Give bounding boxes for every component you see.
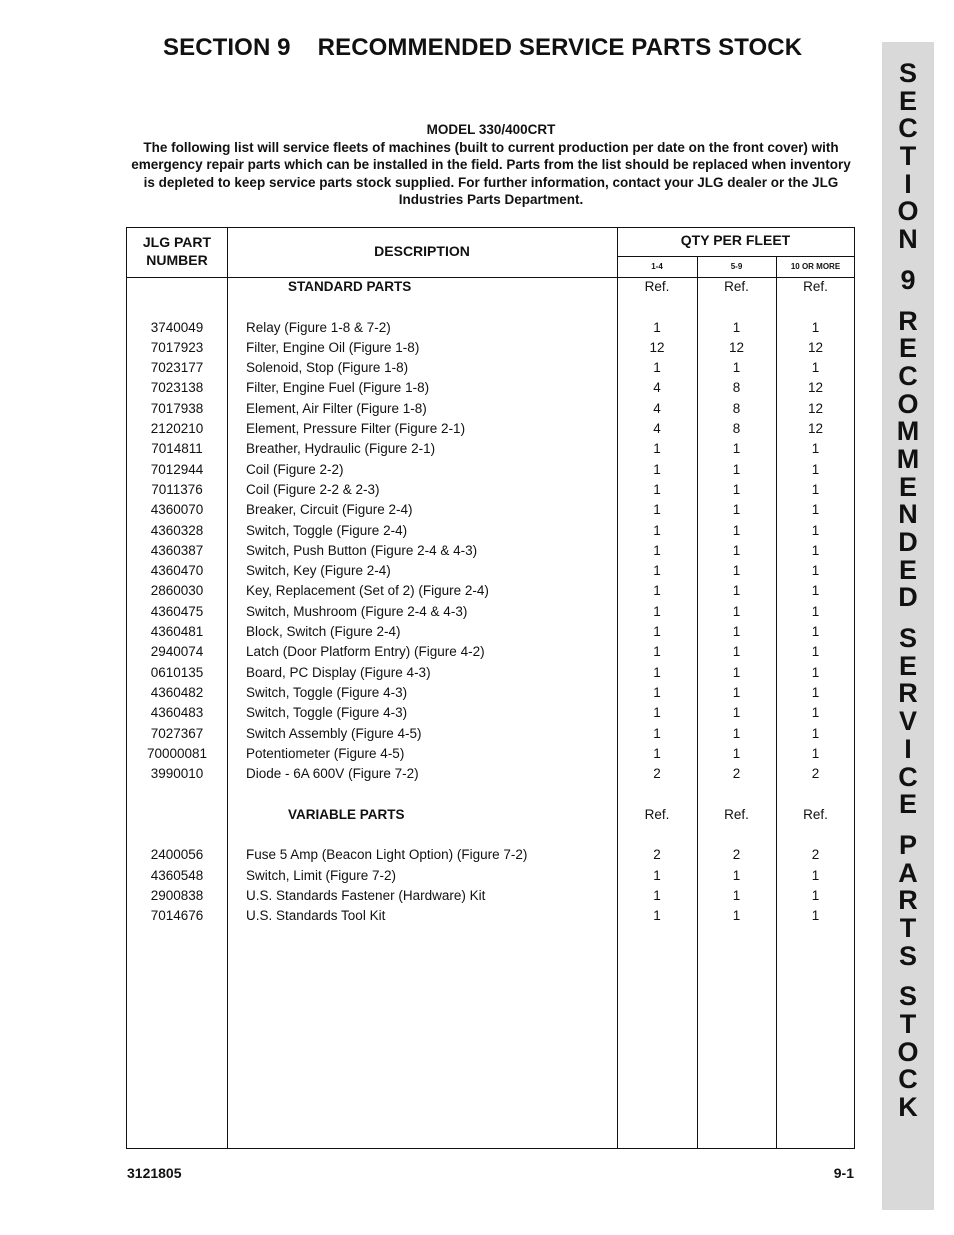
part-number-cell: 7027367	[150, 725, 204, 741]
description-cell: Coil (Figure 2-2)	[246, 461, 344, 477]
qty-1-4-cell: 4	[653, 380, 661, 396]
description-cell: Switch, Push Button (Figure 2-4 & 4-3)	[246, 542, 478, 558]
table-row	[127, 846, 854, 866]
section-side-tab	[882, 42, 934, 1210]
description-cell: U.S. Standards Fastener (Hardware) Kit	[246, 887, 486, 903]
qty-1-4-cell: 2	[653, 847, 661, 863]
part-number-cell: 4360475	[150, 603, 204, 619]
side-tab-letter: C	[898, 360, 918, 391]
qty-10-plus-cell: 12	[807, 421, 824, 437]
table-section-row	[127, 278, 854, 298]
qty-1-4-cell: 1	[653, 644, 661, 660]
table-row	[127, 643, 854, 663]
side-tab-letter: E	[898, 650, 917, 681]
qty-1-4-cell: 2	[653, 766, 661, 782]
side-tab-letter: M	[896, 416, 920, 447]
table-row	[127, 562, 854, 582]
qty-1-4-cell: Ref.	[644, 806, 670, 822]
description-cell: Switch Assembly (Figure 4-5)	[246, 725, 422, 741]
side-tab-letter: S	[898, 58, 917, 88]
qty-1-4-cell: 1	[653, 908, 661, 924]
qty-1-4-cell: 1	[653, 684, 661, 700]
table-row	[127, 379, 854, 399]
part-number-cell: 2940074	[150, 644, 204, 660]
qty-10-plus-cell: 12	[807, 339, 824, 355]
qty-10-plus-cell: 1	[811, 664, 820, 680]
part-number-cell: 7017923	[150, 339, 204, 355]
description-cell: Element, Air Filter (Figure 1-8)	[246, 400, 427, 416]
description-cell: Switch, Mushroom (Figure 2-4 & 4-3)	[246, 603, 468, 619]
table-row	[127, 826, 854, 846]
qty-10-plus-cell: 1	[811, 603, 820, 619]
qty-5-9-cell: 8	[732, 400, 741, 416]
qty-10-plus-cell: 1	[811, 522, 820, 538]
qty-5-9-cell: 8	[732, 380, 741, 396]
table-row	[127, 298, 854, 318]
qty-1-4-cell: Ref.	[644, 279, 670, 294]
side-tab-letter: R	[898, 678, 918, 709]
table-row	[127, 501, 854, 521]
part-number-cell: 3740049	[150, 319, 204, 335]
qty-5-9-cell: 1	[732, 745, 741, 761]
description-cell: Latch (Door Platform Entry) (Figure 4-2)	[246, 644, 485, 660]
qty-5-9-cell: 1	[732, 481, 741, 497]
side-tab-letter: O	[897, 1036, 919, 1067]
description-cell: Switch, Key (Figure 2-4)	[246, 563, 391, 579]
description-cell: U.S. Standards Tool Kit	[246, 908, 386, 924]
qty-1-4-cell: 1	[653, 481, 661, 497]
qty-10-plus-cell: 1	[811, 684, 820, 700]
part-number-cell: 2120210	[150, 421, 204, 437]
part-number-cell: 3990010	[150, 766, 204, 782]
table-row	[127, 887, 854, 907]
qty-10-plus-cell: 1	[811, 624, 820, 640]
part-number-cell: 4360470	[150, 563, 204, 579]
qty-5-9-cell: 1	[732, 583, 741, 599]
table-row	[127, 359, 854, 379]
qty-10-plus-cell: 1	[811, 725, 820, 741]
part-number-cell: 4360481	[150, 624, 204, 640]
part-number-cell: 7017938	[150, 400, 204, 416]
qty-1-4-cell: 1	[653, 603, 661, 619]
table-row	[127, 481, 854, 501]
description-cell: Filter, Engine Oil (Figure 1-8)	[246, 339, 420, 355]
qty-1-4-cell: 1	[653, 441, 661, 457]
description-cell: Relay (Figure 1-8 & 7-2)	[246, 319, 391, 335]
side-tab-letter: E	[898, 554, 917, 585]
qty-1-4-cell: 1	[653, 360, 661, 376]
table-row	[127, 461, 854, 481]
side-tab-letter: I	[904, 168, 912, 199]
part-number-cell: 4360387	[150, 542, 204, 558]
qty-5-9-cell: 1	[732, 684, 741, 700]
side-tab-letter: S	[898, 981, 917, 1012]
table-row	[127, 582, 854, 602]
qty-10-plus-cell: 1	[811, 644, 820, 660]
qty-col-10-or-more: 10 OR MORE	[790, 262, 841, 271]
description-cell: Breather, Hydraulic (Figure 2-1)	[246, 441, 436, 457]
qty-10-plus-cell: 1	[811, 887, 820, 903]
intro-block	[126, 121, 856, 209]
qty-1-4-cell: 12	[649, 339, 665, 355]
section-label: VARIABLE PARTS	[288, 806, 405, 822]
part-number-cell: 7014676	[150, 908, 204, 924]
table-row	[127, 522, 854, 542]
qty-10-plus-cell: 1	[811, 583, 820, 599]
description-cell: Diode - 6A 600V (Figure 7-2)	[246, 766, 419, 782]
col-header-qty-per-fleet: QTY PER FLEET	[680, 232, 791, 248]
side-tab-letter: N	[898, 499, 918, 530]
page-number: 9-1	[833, 1165, 854, 1181]
qty-5-9-cell: 1	[732, 319, 741, 335]
description-cell: Potentiometer (Figure 4-5)	[246, 745, 405, 761]
side-tab-letter: E	[898, 85, 917, 116]
part-number-cell: 7011376	[151, 481, 203, 497]
side-tab-letter: S	[898, 940, 917, 971]
side-tab-letter: E	[898, 789, 917, 820]
qty-1-4-cell: 1	[653, 624, 661, 640]
side-tab-letter: I	[904, 733, 912, 764]
part-number-cell: 7014811	[151, 441, 203, 457]
side-tab-letter: P	[898, 829, 917, 860]
qty-5-9-cell: 1	[732, 624, 741, 640]
table-row	[127, 907, 854, 927]
qty-1-4-cell: 1	[653, 725, 661, 741]
qty-1-4-cell: 1	[653, 583, 661, 599]
page-title: SECTION 9 RECOMMENDED SERVICE PARTS STOCK	[163, 34, 803, 61]
document-number: 3121805	[127, 1165, 182, 1181]
qty-5-9-cell: 1	[732, 908, 741, 924]
part-number-cell: 7023138	[150, 380, 204, 396]
part-number-cell: 4360548	[150, 867, 204, 883]
side-tab-letter: K	[898, 1092, 918, 1123]
qty-1-4-cell: 1	[653, 867, 661, 883]
description-cell: Switch, Toggle (Figure 4-3)	[246, 684, 408, 700]
qty-5-9-cell: 1	[732, 563, 741, 579]
table-row	[127, 542, 854, 562]
qty-1-4-cell: 1	[653, 522, 661, 538]
qty-1-4-cell: 1	[653, 319, 661, 335]
table-body	[127, 278, 854, 928]
side-tab-letter: T	[899, 912, 917, 943]
side-tab-letter: C	[898, 113, 918, 144]
qty-5-9-cell: 1	[732, 461, 741, 477]
description-cell: Solenoid, Stop (Figure 1-8)	[246, 360, 409, 376]
qty-10-plus-cell: 12	[807, 380, 824, 396]
qty-5-9-cell: Ref.	[724, 279, 749, 294]
side-tab-letter: S	[898, 623, 917, 654]
qty-5-9-cell: 1	[732, 887, 741, 903]
part-number-cell: 4360482	[150, 684, 204, 700]
table-row	[127, 684, 854, 704]
table-row	[127, 785, 854, 805]
section-label: STANDARD PARTS	[288, 279, 412, 294]
part-number-cell: 7012944	[150, 461, 204, 477]
description-cell: Key, Replacement (Set of 2) (Figure 2-4)	[246, 583, 489, 599]
side-tab-letter: N	[898, 224, 918, 255]
qty-5-9-cell: 1	[732, 603, 741, 619]
qty-10-plus-cell: 1	[811, 441, 820, 457]
part-number-cell: 2860030	[150, 583, 204, 599]
side-tab-letter: O	[897, 196, 919, 227]
description-cell: Element, Pressure Filter (Figure 2-1)	[246, 421, 466, 437]
part-number-cell: 70000081	[146, 745, 208, 761]
description-cell: Switch, Limit (Figure 7-2)	[246, 867, 397, 883]
qty-10-plus-cell: 1	[811, 319, 820, 335]
side-tab-letter: E	[898, 471, 917, 502]
qty-5-9-cell: 1	[732, 867, 741, 883]
side-tab-letter: T	[899, 141, 917, 172]
table-row	[127, 420, 854, 440]
part-number-cell: 0610135	[150, 664, 204, 680]
description-cell: Switch, Toggle (Figure 2-4)	[246, 522, 408, 538]
side-tab-letter: D	[898, 527, 918, 557]
side-tab-letter: D	[898, 582, 918, 613]
description-cell: Filter, Engine Fuel (Figure 1-8)	[246, 380, 430, 396]
qty-10-plus-cell: 12	[807, 400, 824, 416]
part-number-cell: 2400056	[150, 847, 204, 863]
table-row	[127, 400, 854, 420]
qty-10-plus-cell: 1	[811, 542, 820, 558]
qty-10-plus-cell: 1	[811, 563, 820, 579]
description-cell: Breaker, Circuit (Figure 2-4)	[246, 502, 413, 518]
qty-10-plus-cell: 1	[811, 502, 820, 518]
table-row	[127, 704, 854, 724]
side-tab-letters	[882, 60, 934, 1122]
qty-1-4-cell: 1	[653, 664, 661, 680]
description-cell: Fuse 5 Amp (Beacon Light Option) (Figure 7-2)	[246, 847, 528, 863]
qty-10-plus-cell: 1	[811, 705, 820, 721]
qty-1-4-cell: 1	[653, 745, 661, 761]
table-row	[127, 623, 854, 643]
side-tab-letter: A	[898, 857, 918, 888]
qty-5-9-cell: 1	[732, 502, 741, 518]
part-number-cell: 7023177	[150, 360, 204, 376]
side-tab-letter: V	[898, 706, 917, 737]
qty-10-plus-cell: 1	[811, 908, 820, 924]
side-tab-letter: O	[897, 388, 919, 419]
table-row	[127, 603, 854, 623]
table-row	[127, 319, 854, 339]
qty-1-4-cell: 4	[653, 400, 661, 416]
table-row	[127, 440, 854, 460]
side-tab-letter: R	[898, 305, 918, 336]
table-row	[127, 867, 854, 887]
qty-1-4-cell: 1	[653, 542, 661, 558]
qty-5-9-cell: 8	[732, 421, 741, 437]
side-tab-letter: R	[898, 885, 918, 916]
table-row	[127, 765, 854, 785]
side-tab-letter: C	[898, 1064, 918, 1095]
side-tab-letter: C	[898, 761, 918, 792]
qty-10-plus-cell: 1	[811, 867, 820, 883]
qty-5-9-cell: 1	[732, 360, 741, 376]
qty-1-4-cell: 1	[653, 887, 661, 903]
qty-1-4-cell: 1	[653, 461, 661, 477]
table-row	[127, 339, 854, 359]
qty-10-plus-cell: 1	[811, 745, 820, 761]
description-cell: Board, PC Display (Figure 4-3)	[246, 664, 431, 680]
side-tab-letter: T	[899, 1009, 917, 1039]
qty-10-plus-cell: Ref.	[803, 806, 828, 822]
qty-5-9-cell: 1	[732, 705, 741, 721]
qty-5-9-cell: Ref.	[724, 806, 749, 822]
col-header-description: DESCRIPTION	[374, 243, 470, 259]
part-number-cell: 4360070	[150, 502, 204, 518]
description-cell: Block, Switch (Figure 2-4)	[246, 624, 401, 640]
model-heading: MODEL 330/400CRT	[426, 122, 556, 137]
qty-10-plus-cell: 2	[811, 847, 820, 863]
col-header-part-number: JLG PART NUMBER	[142, 234, 212, 268]
parts-table	[126, 227, 855, 1149]
qty-col-1-4: 1-4	[651, 262, 663, 271]
side-tab-letter: E	[898, 333, 917, 364]
description-cell: Coil (Figure 2-2 & 2-3)	[246, 481, 380, 497]
qty-10-plus-cell: 1	[811, 461, 820, 477]
qty-col-5-9: 5-9	[730, 262, 743, 271]
part-number-cell: 2900838	[150, 887, 204, 903]
side-tab-letter: 9	[900, 264, 916, 295]
qty-5-9-cell: 12	[728, 339, 745, 355]
table-row	[127, 664, 854, 684]
qty-5-9-cell: 1	[732, 441, 741, 457]
qty-10-plus-cell: 1	[811, 360, 820, 376]
table-row	[127, 725, 854, 745]
description-cell: Switch, Toggle (Figure 4-3)	[246, 705, 408, 721]
qty-5-9-cell: 1	[732, 644, 741, 660]
qty-5-9-cell: 1	[732, 542, 741, 558]
table-row	[127, 745, 854, 765]
qty-1-4-cell: 1	[653, 502, 661, 518]
qty-1-4-cell: 4	[653, 421, 661, 437]
qty-10-plus-cell: 2	[811, 766, 820, 782]
qty-1-4-cell: 1	[653, 705, 661, 721]
qty-5-9-cell: 2	[732, 847, 741, 863]
qty-5-9-cell: 1	[732, 522, 741, 538]
qty-5-9-cell: 2	[732, 766, 741, 782]
qty-10-plus-cell: 1	[811, 481, 820, 497]
intro-text: The following list will service fleets of machines (built to current production per date on the front cover) with emergency repair parts which can be installed in the field. Parts from the list should be replaced when inventory is depleted to keep service parts stock supplied. For further information, contact your JLG dealer or the JLG Industries Parts Department.	[131, 139, 851, 208]
qty-5-9-cell: 1	[732, 725, 741, 741]
qty-1-4-cell: 1	[653, 563, 661, 579]
part-number-cell: 4360483	[150, 705, 204, 721]
table-section-row	[127, 806, 854, 826]
qty-10-plus-cell: Ref.	[803, 279, 828, 294]
qty-5-9-cell: 1	[732, 664, 741, 680]
side-tab-letter: M	[896, 443, 920, 474]
qty-header-divider	[617, 256, 854, 257]
part-number-cell: 4360328	[150, 522, 204, 538]
